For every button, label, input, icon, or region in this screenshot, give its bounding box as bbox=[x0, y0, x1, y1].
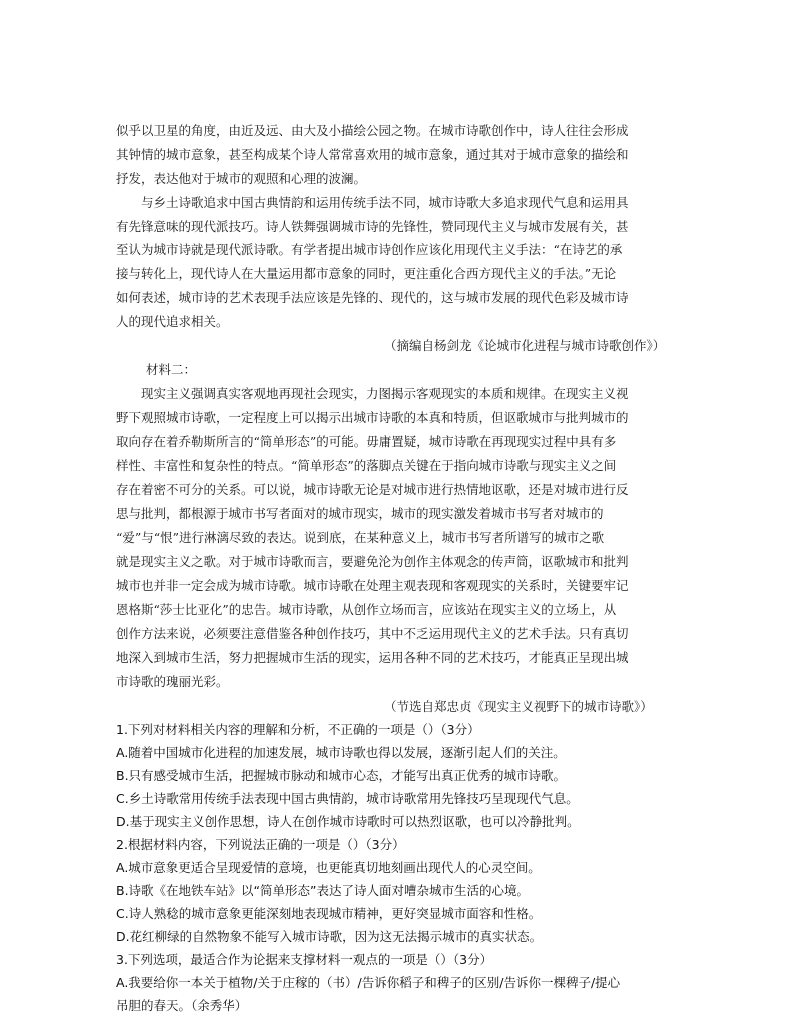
question-3-option-a-cont: 吊胆的春天。（余秀华） bbox=[116, 998, 248, 1013]
material1-line: 如何表述，城市诗的艺术表现手法应该是先锋的、现代的，这与城市发展的现代色彩及城市诗 bbox=[116, 290, 629, 305]
material2-line: 市诗歌的瑰丽光彩。 bbox=[116, 674, 229, 689]
material2-line: “爱”与“恨”进行淋漓尽致的表达。说到底，在某种意义上，城市书写者所谱写的城市之歌 bbox=[116, 530, 605, 545]
material2-line: 思与批判，都根源于城市书写者面对的城市现实，城市的现实激发着城市书写者对城市的 bbox=[116, 506, 604, 521]
question-2-option-a: A.城市意象更适合呈现爱情的意境，也更能真切地刻画出现代人的心灵空间。 bbox=[116, 860, 541, 875]
question-2-stem: 2.根据材料内容，下列说法正确的一项是（）（3分） bbox=[116, 837, 405, 852]
question-2-option-c: C.诗人熟稔的城市意象更能深刻地表现城市精神，更好突显城市面容和性格。 bbox=[116, 906, 542, 921]
question-1-option-a: A.随着中国城市化进程的加速发展，城市诗歌也得以发展，逐渐引起人们的关注。 bbox=[116, 745, 566, 760]
material2-line: 取向存在着乔勒斯所言的“简单形态”的可能。毋庸置疑，城市诗歌在再现现实过程中具有多 bbox=[116, 434, 617, 449]
material1-line: 抒发，表达他对于城市的观照和心理的波澜。 bbox=[116, 171, 367, 186]
material2-line: 现实主义强调真实客观地再现社会现实，力图揭示客观现实的本质和规律。在现实主义视 bbox=[116, 386, 629, 401]
material2-line: 地深入到城市生活，努力把握城市生活的现实，运用各种不同的艺术技巧，才能真正呈现出城 bbox=[116, 650, 629, 665]
material2-line: 创作方法来说，必须要注意借鉴各种创作技巧，其中不乏运用现代主义的艺术手法。只有真切 bbox=[116, 626, 629, 641]
material1-line: 似乎以卫星的角度，由近及远、由大及小描绘公园之物。在城市诗歌创作中，诗人往往会形成 bbox=[116, 123, 629, 138]
question-3-option-a: A.我要给你一本关于植物/关于庄稼的（书）/告诉你稻子和稗子的区别/告诉你一棵稗子/提心 bbox=[116, 975, 621, 990]
material2-line: 就是现实主义之歌。对于城市诗歌而言，要避免沦为创作主体观念的传声筒，讴歌城市和批判 bbox=[116, 554, 629, 569]
question-1-option-c: C.乡土诗歌常用传统手法表现中国古典情韵，城市诗歌常用先锋技巧呈现现代气息。 bbox=[116, 791, 579, 806]
material1-source: （摘编自杨剑龙《论城市化进程与城市诗歌创作》） bbox=[384, 338, 666, 353]
material1-line: 接与转化上，现代诗人在大量运用都市意象的同时，更注重化合西方现代主义的手法。”无论 bbox=[116, 266, 617, 281]
material1-line: 至认为城市诗就是现代派诗歌。有学者提出城市诗创作应该化用现代主义手法：“在诗艺的承 bbox=[116, 242, 623, 257]
material1-line: 有先锋意味的现代派技巧。诗人铁舞强调城市诗的先锋性，赞同现代主义与城市发展有关，甚 bbox=[116, 219, 629, 234]
material1-line: 其钟情的城市意象，甚至构成某个诗人常常喜欢用的城市意象，通过其对于城市意象的描绘和 bbox=[116, 147, 629, 162]
question-1-stem: 1.下列对材料相关内容的理解和分析，不正确的一项是（）（3分） bbox=[116, 722, 480, 737]
material2-line: 城市也并非一定会成为城市诗歌。城市诗歌在处理主观表现和客观现实的关系时，关键要牢记 bbox=[116, 578, 629, 593]
question-3-stem: 3.下列选项，最适合作为论据来支撑材料一观点的一项是（）（3分） bbox=[116, 952, 493, 967]
question-1-option-d: D.基于现实主义创作思想，诗人在创作城市诗歌时可以热烈讴歌，也可以冷静批判。 bbox=[116, 814, 580, 829]
question-2-option-d: D.花红柳绿的自然物象不能写入城市诗歌，因为这无法揭示城市的真实状态。 bbox=[116, 929, 543, 944]
material2-heading: 材料二： bbox=[146, 362, 197, 377]
material1-line: 与乡土诗歌追求中国古典情韵和运用传统手法不同，城市诗歌大多追求现代气息和运用具 bbox=[116, 195, 629, 210]
material2-line: 野下观照城市诗歌，一定程度上可以揭示出城市诗歌的本真和特质，但讴歌城市与批判城市的 bbox=[116, 410, 629, 425]
material1-line: 人的现代追求相关。 bbox=[116, 314, 229, 329]
material2-source: （节选自郑忠贞《现实主义视野下的城市诗歌》） bbox=[384, 699, 653, 714]
question-2-option-b: B.诗歌《在地铁车站》以“简单形态”表达了诗人面对嘈杂城市生活的心境。 bbox=[116, 883, 530, 898]
material2-line: 样性、丰富性和复杂性的特点。“简单形态”的落脚点关键在于指向城市诗歌与现实主义之间 bbox=[116, 458, 617, 473]
material2-line: 存在着密不可分的关系。可以说，城市诗歌无论是对城市进行热情地讴歌，还是对城市进行反 bbox=[116, 482, 629, 497]
question-1-option-b: B.只有感受城市生活，把握城市脉动和城市心态，才能写出真正优秀的城市诗歌。 bbox=[116, 768, 567, 783]
material2-line: 恩格斯“莎士比亚化”的忠告。城市诗歌，从创作立场而言，应该站在现实主义的立场上，从 bbox=[116, 602, 617, 617]
